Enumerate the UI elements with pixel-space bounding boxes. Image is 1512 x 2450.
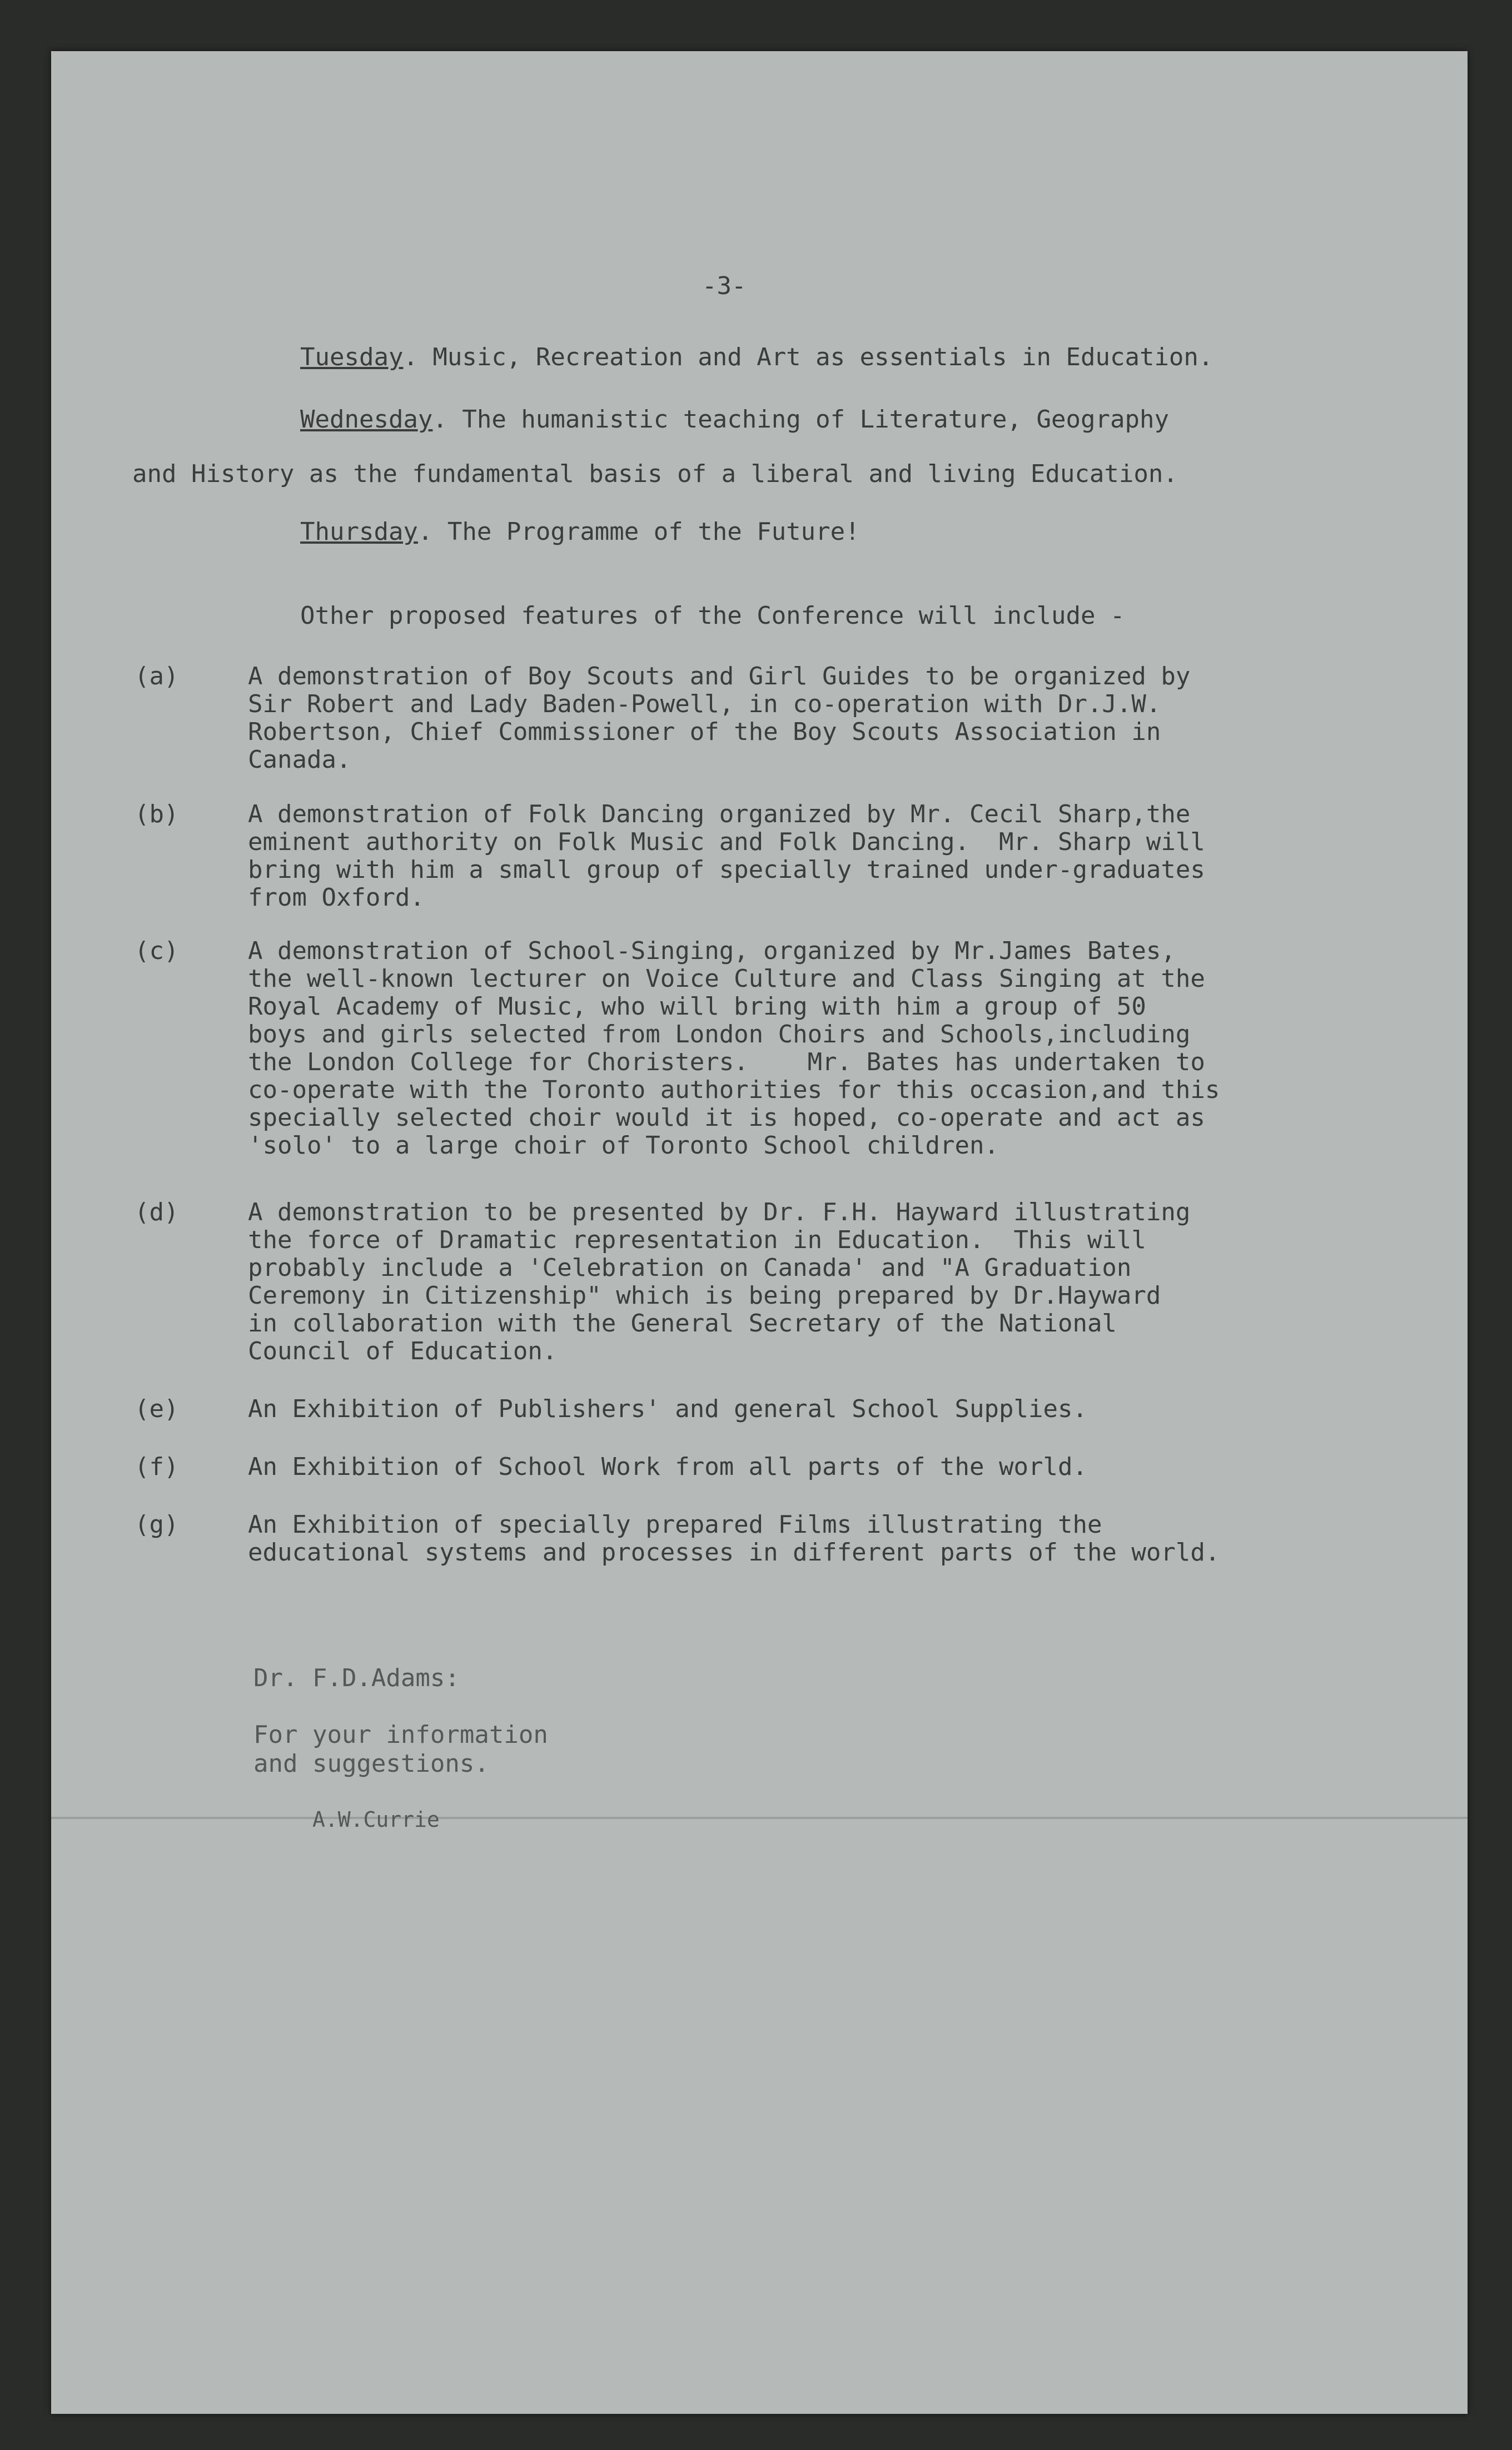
item-line: in collaboration with the General Secretary of the National	[248, 1309, 1117, 1338]
day-line-wednesday	[300, 406, 1169, 434]
item-letter-e: (e)	[135, 1395, 179, 1423]
item-line: the well-known lecturer on Voice Culture and Class Singing at the	[248, 965, 1205, 993]
item-letter-d: (d)	[135, 1198, 179, 1226]
item-line: 'solo' to a large choir of Toronto School children.	[248, 1131, 999, 1160]
item-body-d	[248, 1199, 1190, 1365]
item-line: An Exhibition of School Work from all parts of the world.	[248, 1453, 1087, 1481]
item-line: Canada.	[248, 746, 351, 774]
day-label-tuesday: Tuesday	[300, 343, 404, 371]
day-label-thursday: Thursday	[300, 518, 418, 546]
item-line: the force of Dramatic representation in Education. This will	[248, 1226, 1146, 1254]
page-number: -3-	[702, 272, 747, 300]
item-letter-g: (g)	[135, 1510, 179, 1539]
item-line: A demonstration to be presented by Dr. F.H. Hayward illustrating	[248, 1198, 1191, 1226]
item-line: specially selected choir would it is hoped, co-operate and act as	[248, 1104, 1205, 1132]
day-line-tuesday	[300, 344, 1213, 371]
item-letter-b: (b)	[135, 800, 179, 828]
item-letter-a: (a)	[135, 662, 179, 690]
item-line: the London College for Choristers. Mr. Bates has undertaken to	[248, 1048, 1205, 1076]
item-line: A demonstration of School-Singing, organized by Mr.James Bates,	[248, 937, 1176, 965]
item-body-g	[248, 1511, 1220, 1567]
item-line: from Oxford.	[248, 883, 425, 912]
item-body-e	[248, 1395, 1087, 1423]
item-line: Ceremony in Citizenship" which is being prepared by Dr.Hayward	[248, 1281, 1161, 1310]
item-body-c	[248, 937, 1220, 1160]
item-line: probably include a 'Celebration on Canada' and "A Graduation	[248, 1254, 1132, 1282]
item-body-a	[248, 663, 1190, 774]
item-line: eminent authority on Folk Music and Folk Dancing. Mr. Sharp will	[248, 828, 1205, 856]
item-line: A demonstration of Boy Scouts and Girl Guides to be organized by	[248, 662, 1191, 690]
note-line-2: and suggestions.	[253, 1750, 489, 1778]
item-body-b	[248, 801, 1205, 912]
item-body-f	[248, 1453, 1087, 1481]
item-line: co-operate with the Toronto authorities for this occasion,and this	[248, 1076, 1220, 1104]
day-text-tuesday: . Music, Recreation and Art as essentials in Education.	[403, 343, 1213, 371]
note-signature: A.W.Currie	[312, 1807, 440, 1832]
item-line: boys and girls selected from London Choirs and Schools,including	[248, 1020, 1191, 1048]
day-line-thursday	[300, 518, 860, 546]
item-line: An Exhibition of Publishers' and general School Supplies.	[248, 1395, 1087, 1423]
item-line: A demonstration of Folk Dancing organized by Mr. Cecil Sharp,the	[248, 800, 1191, 828]
item-line: An Exhibition of specially prepared Films illustrating the	[248, 1510, 1102, 1539]
item-letter-c: (c)	[135, 937, 179, 965]
item-line: bring with him a small group of specially trained under-graduates	[248, 856, 1205, 884]
item-line: Robertson, Chief Commissioner of the Boy Scouts Association in	[248, 718, 1161, 746]
item-letter-f: (f)	[135, 1453, 179, 1481]
item-line: Sir Robert and Lady Baden-Powell, in co-operation with Dr.J.W.	[248, 690, 1161, 718]
day-text-thursday: . The Programme of the Future!	[417, 518, 860, 546]
note-line-1: For your information	[253, 1721, 548, 1749]
features-intro: Other proposed features of the Conference will include -	[300, 602, 1125, 630]
day-label-wednesday: Wednesday	[300, 405, 433, 434]
item-line: Royal Academy of Music, who will bring with him a group of 50	[248, 992, 1146, 1021]
day-continuation-wednesday: and History as the fundamental basis of a liberal and living Education.	[132, 460, 1178, 488]
item-line: Council of Education.	[248, 1337, 558, 1365]
note-addressee: Dr. F.D.Adams:	[253, 1664, 460, 1692]
day-text-wednesday: . The humanistic teaching of Literature, Geography	[432, 405, 1169, 434]
item-line: educational systems and processes in different parts of the world.	[248, 1538, 1220, 1567]
paper-fold	[51, 1817, 1468, 1819]
